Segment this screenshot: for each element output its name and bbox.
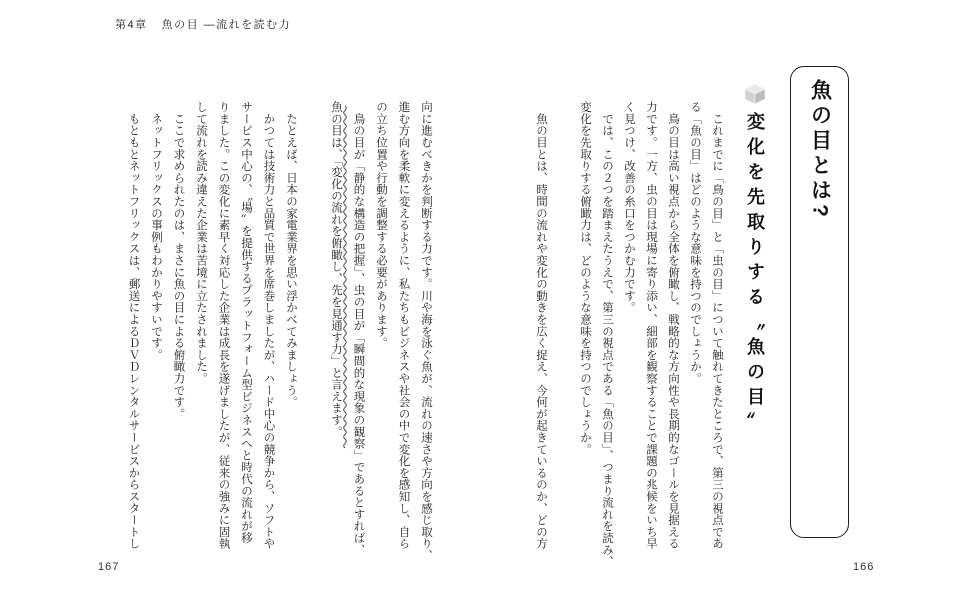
text-column: く見つけ、改善の糸口をつかむ力です。: [623, 101, 635, 314]
text-column: 鳥の目が「静的な構造の把握」、虫の目が「瞬間的な現象の観察」であるとすれば、: [352, 101, 365, 556]
cube-icon: [743, 82, 767, 106]
text-column: では、この２つを踏まえたうえで、第三の視点である「魚の目」、つまり流れを読み、: [601, 101, 613, 568]
body-text-right: [530, 101, 728, 568]
text-column: の立ち位置や行動を調整する必要があります。: [375, 101, 387, 349]
text-column: ここで求められたのは、まさに魚の目による俯瞰力です。: [172, 101, 185, 420]
page-title: 魚の目とは?: [808, 79, 832, 221]
text-column: る「魚の目」はどのような意味を持つのでしょうか。: [689, 101, 701, 385]
text-column: ネットフリックスの事例もわかりやすいです。: [150, 101, 162, 361]
text-column: りました。この変化に素早く対応した企業は成長を遂げましたが、従来の強みに固執: [217, 101, 230, 550]
text-column-emphasized: 魚の目は、「変化の流れを俯瞰し、先を見通す力」と言えます。: [330, 101, 342, 438]
page-number-right: 166: [853, 561, 875, 573]
running-header: [115, 16, 291, 32]
text-column: 鳥の目は高い視点から全体を俯瞰し、戦略的な方向性や長期的なゴールを見据える: [667, 101, 679, 550]
text-column: 進む方向を柔軟に変えるように、私たちもビジネスや社会の中で変化を感知し、自ら: [397, 101, 410, 550]
text-column: かつては技術力と品質で世界を席巻しましたが、ハード中心の競争から、ソフトや: [262, 101, 275, 550]
section-heading: 変化を先取りする〝魚の目〟: [745, 112, 765, 437]
page-number-left: 167: [98, 561, 120, 573]
text-column: 力です。一方、虫の目は現場に寄り添い、細部を観察することで課題の兆候をいち早: [645, 101, 657, 550]
text-column-blank: [302, 101, 325, 553]
text-column: 向に進むべきかを判断する力です。川や海を泳ぐ魚が、流れの速さや方向を感じ取り、: [420, 101, 432, 562]
text-column: して流れを読み違えた企業は苦境に立たされました。: [195, 101, 207, 385]
text-column: たとえば、日本の家電業界を思い浮かべてみましょう。: [285, 101, 297, 408]
text-column: 魚の目とは、時間の流れや変化の動きを広く捉え、今何が起きているのか、どの方: [535, 101, 547, 550]
text-column: サービス中心の、〝場〟を提供するプラットフォーム型ビジネスへと時代の流れが移: [240, 101, 252, 544]
body-text-left: [122, 101, 437, 562]
chapter-label: 第4章: [115, 19, 148, 31]
text-column: 変化を先取りする俯瞰力は、どのような意味を持つのでしょうか。: [579, 101, 591, 455]
section-title-box: [790, 66, 849, 538]
chapter-title: 魚の目 ―流れを読む力: [161, 19, 292, 31]
text-column-blank: [552, 101, 574, 553]
emphasis-wavy-line: [341, 104, 349, 452]
text-column: これまでに「鳥の目」と「虫の目」について触れてきたところで、第三の視点であ: [711, 101, 723, 550]
text-column: もともとネットフリックスは、郵送によるＤＶＤレンタルサービスからスタートし: [127, 101, 140, 550]
